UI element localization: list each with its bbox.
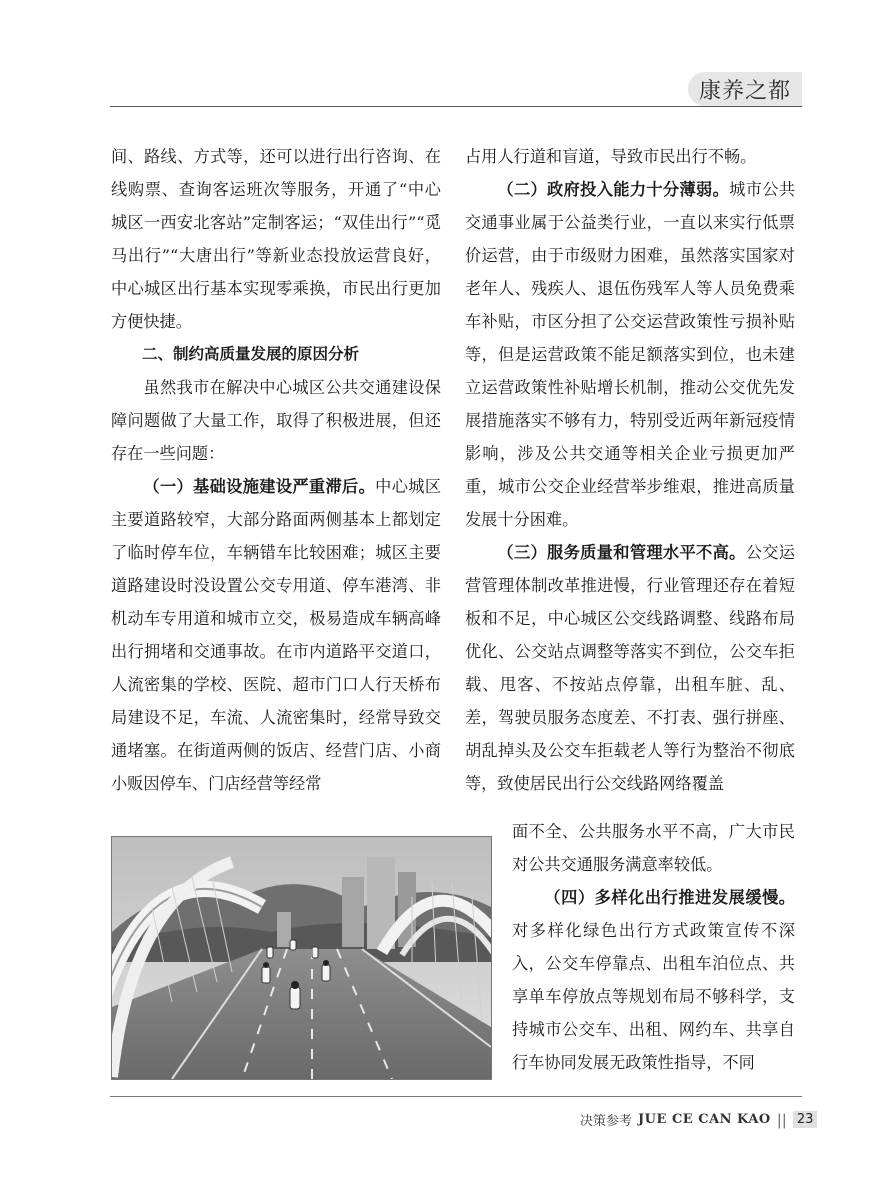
right-column [465, 140, 795, 800]
paragraph-body: 中心城区主要道路较窄，大部分路面两侧基本上都划定了临时停车位，车辆错车比较困难；城区主要道路建设时没设置公交专用道、停车港湾、非机动车专用道和城市立交，极易造成车辆高峰出行拥堵和交通事故。在市内道路平交道口，人流密集的学校、医院、超市门口人行天桥布局建设不足，车流、人流密集时，经常导致交通堵塞。在街道两侧的饭店、经营门店、小商小贩因停车、门店经营等经常 [111, 477, 442, 793]
paragraph-body: 对多样化绿色出行方式政策宣传不深入，公交车停靠点、出租车泊位点、共享单车停放点等规划布局不够科学，支持城市公交车、出租、网约车、共享自行车协同发展无政策性指导，不同 [512, 921, 795, 1072]
journal-name-cn: 决策参考 [580, 1114, 633, 1129]
paragraph: 面不全、公共服务水平不高，广大市民对公共交通服务满意率较低。 [512, 822, 795, 874]
header-rule [110, 106, 802, 107]
paragraph [465, 173, 795, 536]
journal-name-en: JUE CE CAN KAO [638, 1112, 771, 1127]
left-column [111, 140, 441, 800]
footer-separator: || [776, 1110, 787, 1129]
paragraph [111, 470, 441, 800]
subheading: （四）多样化出行推进发展缓慢。 [544, 888, 795, 907]
paragraph: 虽然我市在解决中心城区公共交通建设保障问题做了大量工作，取得了积极进展，但还存在一些问题： [111, 378, 441, 463]
subheading: （一）基础设施建设严重滞后。 [143, 477, 376, 496]
wrapped-text-block [512, 815, 795, 1079]
paragraph [512, 881, 795, 1079]
bridge-photo [111, 836, 492, 1080]
paragraph: 占用人行道和盲道，导致市民出行不畅。 [465, 147, 757, 166]
bridge-photo-illustration [112, 837, 491, 1079]
section-title: 康养之都 [698, 78, 791, 104]
paragraph-body: 公交运营管理体制改革推进慢，行业管理还存在着短板和不足，中心城区公交线路调整、线路布局优化、公交站点调整等落实不到位，公交车拒载、甩客、不按站点停靠，出租车脏、乱、差，驾驶员服务态度差、不打表、强行拼座、胡乱掉头及公交车拒载老人等行为整治不彻底等，致使居民出行公交线路网络覆盖 [465, 543, 795, 793]
page-footer [580, 1110, 817, 1129]
section-heading: 二、制约高质量发展的原因分析 [142, 345, 360, 363]
paragraph: 间、路线、方式等，还可以进行出行咨询、在线购票、查询客运班次等服务，开通了“中心城区一西安北客站”定制客运；“双佳出行”“觅马出行”“大唐出行”等新业态投放运营良好，中心城区出行基本实现零乘换，市民出行更加方便快捷。 [111, 147, 441, 331]
page-number: 23 [793, 1111, 818, 1128]
subheading: （三）服务质量和管理水平不高。 [497, 543, 746, 562]
section-title-badge [688, 72, 802, 106]
subheading: （二）政府投入能力十分薄弱。 [497, 180, 730, 199]
paragraph [465, 536, 795, 800]
footer-rule [110, 1096, 802, 1097]
paragraph-body: 城市公共交通事业属于公益类行业，一直以来实行低票价运营，由于市级财力困难，虽然落实国家对老年人、残疾人、退伍伤残军人等人员免费乘车补贴，市区分担了公交运营政策性亏损补贴等，但是运营政策不能足额落实到位，也未建立运营政策性补贴增长机制，推动公交优先发展措施落实不够有力，特别受近两年新冠疫情影响，涉及公共交通等相关企业亏损更加严重，城市公交企业经营举步维艰，推进高质量发展十分困难。 [465, 180, 796, 529]
